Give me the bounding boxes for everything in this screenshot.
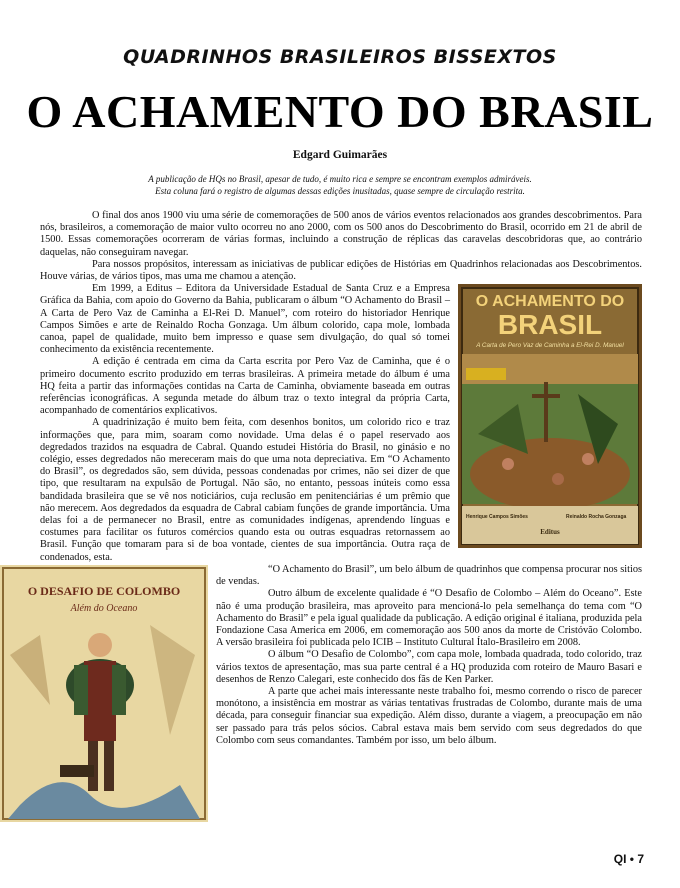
- paragraph-9: A parte que achei mais interessante neste trabalho foi, mesmo correndo o risco de parecer monótono, a insistência em mostrar as várias tentativas frustradas de Colombo, durante mais de uma década, para conseguir financiar sua expedição. Além disso, durante a viagem, a preocupação em não ser passado para trás pelos sócios. Cabral estava mais bem servido com seus degredados do que Colombo com seus comandantes. Também por isso, um belo álbum.: [216, 685, 642, 746]
- intro-line-1: A publicação de HQs no Brasil, apesar de tudo, é muito rica e sempre se encontram exemplos admiráveis.: [148, 174, 532, 184]
- cover2-title: O DESAFIO DE COLOMBO: [27, 583, 181, 598]
- series-title: QUADRINHOS BRASILEIROS BISSEXTOS: [123, 46, 557, 68]
- cover1-subtitle: A Carta de Pero Vaz de Caminha a El-Rei D. Manuel: [476, 342, 624, 350]
- paragraph-6: “O Achamento do Brasil”, um belo álbum de quadrinhos que compensa procurar nos sitios de vendas.: [216, 563, 642, 588]
- cover-achamento-art: [458, 284, 642, 548]
- cover-image-colombo: [0, 565, 208, 822]
- cover-image-achamento: [458, 284, 642, 548]
- cover2-subtitle: Além do Oceano: [70, 602, 138, 614]
- paragraph-3: Em 1999, a Editus – Editora da Universidade Estadual de Santa Cruz e a Empresa Gráfica da Bahia, com apoio do Governo da Bahia, publicaram o álbum “O Achamento do Brasil – A Carta de Pero Vaz de Caminha a El-Rei D. Manuel”, com roteiro do historiador Henrique Campos Simões e arte de Reinaldo Rocha Gonzaga. Um álbum colorido, capa mole, lombada canoa, papel de qualidade, muito bem impresso e quase sem divulgação, do qual só tomei conhecimento da existência recentemente.: [40, 283, 450, 356]
- paragraph-5: A quadrinização é muito bem feita, com desenhos bonitos, um colorido rico e traz informações que, para mim, soaram como novidade. Uma delas é o papel reservado aos degredados trazidos na esquadra de Cabral. Quando estudei História do Brasil, no ginásio e no colégio, esses degredados não mereceram mais do que uma nota depreciativa. Em “O Achamento do Brasil”, os degredados são, sem dúvida, pessoas condenadas por crimes, não sei dizer de que tipo, que resultaram na expulsão de Portugal. Não são, no entanto, pessoas inúteis como essa bandidada brasileira que se vê nos noticiários, cuja reclusão em penitenciárias é um prêmio que não merecem. Aos degredados da esquadra de Cabral cabiam funções de grande importância. Uma delas foi a de permanecer no Brasil, entre as comunidades indígenas, aprendendo línguas e costumes para facilitar os futuros comércios quando esta ou outras esquadras retornassem ao Brasil. Função que tomaram para si de boa vontade, cientes de sua importância. Outra raça de condenados, esta.: [40, 417, 450, 563]
- intro-line-2: Esta coluna fará o registro de algumas dessas edições inusitadas, quase sempre de circulação restrita.: [155, 186, 525, 196]
- paragraph-4: A edição é centrada em cima da Carta escrita por Pero Vaz de Caminha, que é o primeiro documento escrito produzido em terras brasileiras. A primeira metade do álbum é uma HQ feita a partir das informações contidas na Carta de Caminha, obviamente baseada em outras referências iconográficas. A segunda metade do álbum traz o texto integral da própria Carta, acompanhado de comentários explicativos.: [40, 356, 450, 417]
- article-title: O ACHAMENTO DO BRASIL: [26, 86, 654, 137]
- cover1-title-top: O ACHAMENTO DO: [475, 293, 625, 311]
- cover1-publisher: Editus: [540, 528, 560, 537]
- page-number: QI • 7: [613, 852, 644, 866]
- paragraph-1: O final dos anos 1900 viu uma série de comemorações de 500 anos de vários eventos relacionados aos grandes descobrimentos. Para nós, brasileiros, a comemoração de maior vulto ocorreu no ano 2000, com os 500 anos do Descobrimento do Brasil, ocorrido em 21 de abril de 1500. Essas comemorações ocorreram de várias formas, incluindo a construção de réplicas das caravelas descobridoras que, ao contrário daquelas, não conseguiram navegar.: [40, 210, 642, 258]
- paragraph-7: Outro álbum de excelente qualidade é “O Desafio de Colombo – Além do Oceano”. Este não é uma produção brasileira, mas aproveito para mencioná-lo pela semelhança do tema com “O Achamento do Brasil” e pela igual qualidade da publicação. A edição original é italiana, produzida pela Fondazione Casa America em 2006, em comemoração aos 500 anos da morte de Cristóvão Colombo. A versão brasileira foi publicada pelo ICIB – Instituto Cultural Ítalo-Brasileiro em 2008.: [216, 588, 642, 649]
- cover1-title-main: BRASIL: [497, 309, 603, 341]
- article-body: [27, 210, 642, 858]
- cover1-author-right: Reinaldo Rocha Gonzaga: [566, 514, 627, 521]
- cover-colombo-art: [0, 565, 208, 822]
- cover1-author-left: Henrique Campos Simões: [466, 514, 528, 521]
- column-intro: [60, 173, 620, 197]
- paragraph-2: Para nossos propósitos, interessam as iniciativas de publicar edições de Histórias em Quadrinhos relacionadas aos Descobrimentos. Houve várias, de vários tipos, mas uma me chamou a atenção.: [40, 258, 642, 283]
- author-name: Edgard Guimarães: [292, 149, 388, 161]
- paragraph-8: O álbum “O Desafio de Colombo”, com capa mole, lombada quadrada, todo colorido, traz vários textos de apresentação, mas sua parte central é a HQ produzida com roteiro de Mauro Basari e desenhos de Renzo Calegari, este conhecido dos fãs de Ken Parker.: [216, 649, 642, 685]
